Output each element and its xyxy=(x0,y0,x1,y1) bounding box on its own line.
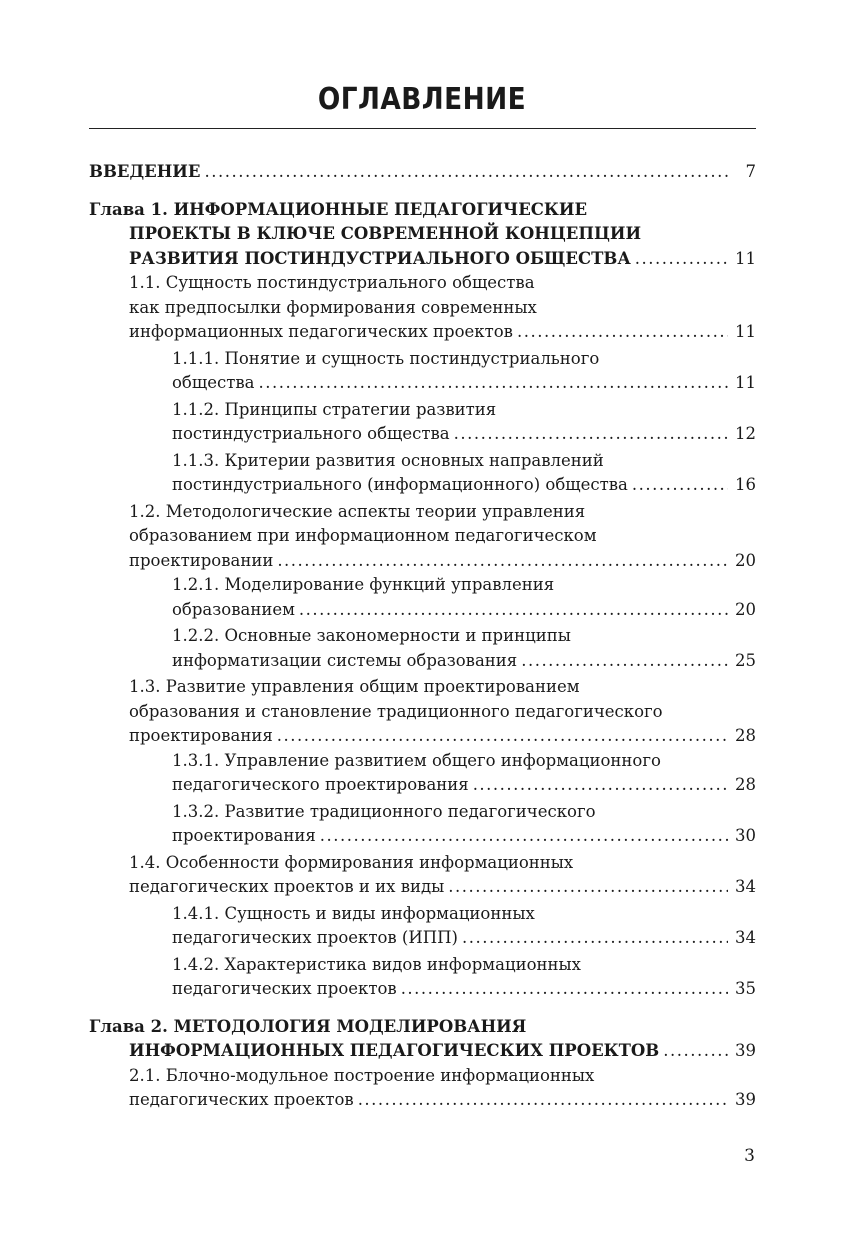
toc-entry-text: 1.1. Сущность постиндустриального общества xyxy=(129,273,535,292)
toc-entry-text: педагогических проектов и их виды xyxy=(129,877,445,896)
toc-entry-text: 1.1.1. Понятие и сущность постиндустриального xyxy=(172,348,600,368)
toc-entry-text: ВВЕДЕНИЕ xyxy=(89,162,201,181)
toc-entry-1-3-1[interactable] xyxy=(89,749,756,798)
toc-entry-text: 1.2. Методологические аспекты теории управления xyxy=(129,501,586,521)
toc-page-number: 7 xyxy=(745,162,756,181)
toc-entry-1-3-2[interactable] xyxy=(89,800,756,849)
toc-entry-text: проектирования xyxy=(129,726,273,745)
toc-page-number: 25 xyxy=(735,650,756,670)
toc-entry-2-1[interactable] xyxy=(89,1064,756,1113)
toc-entry-text: проектирования xyxy=(172,826,316,845)
toc-entry-text: постиндустриального (информационного) общества xyxy=(172,475,628,494)
toc-page-number: 28 xyxy=(735,775,756,794)
toc-entry-1-2-1[interactable] xyxy=(89,573,756,622)
page-title: ОГЛАВЛЕНИЕ xyxy=(317,82,527,117)
toc-page-number: 11 xyxy=(735,373,756,392)
toc-leader-dots xyxy=(517,320,728,345)
toc-entry-text: образованием xyxy=(172,599,295,619)
toc-entry-1-4[interactable] xyxy=(89,851,756,900)
toc-leader-dots xyxy=(320,824,728,849)
toc-entry-1-2-2[interactable] xyxy=(89,624,756,673)
toc-entry-text: ИНФОРМАЦИОННЫХ ПЕДАГОГИЧЕСКИХ ПРОЕКТОВ xyxy=(129,1041,660,1060)
toc-entry-text: Глава 1. ИНФОРМАЦИОННЫЕ ПЕДАГОГИЧЕСКИЕ xyxy=(89,199,588,219)
toc-leader-dots xyxy=(277,724,728,749)
toc-entry-1-1-3[interactable] xyxy=(89,449,756,498)
toc-entry-text: педагогического проектирования xyxy=(172,775,469,794)
toc-entry-text: образования и становление традиционного педагогического xyxy=(129,701,663,721)
toc-leader-dots xyxy=(358,1088,728,1113)
toc-page-number: 34 xyxy=(735,877,756,896)
toc-entry-intro[interactable] xyxy=(89,160,756,185)
toc-entry-text: 1.2.1. Моделирование функций управления xyxy=(172,575,555,594)
toc-entry-1-1[interactable] xyxy=(89,271,756,345)
toc-entry-text: 1.1.2. Принципы стратегии развития xyxy=(172,399,497,419)
toc-entry-text: ПРОЕКТЫ В КЛЮЧЕ СОВРЕМЕННОЙ КОНЦЕПЦИИ xyxy=(129,224,642,243)
toc-leader-dots xyxy=(204,160,728,185)
toc-entry-text: как предпосылки формирования современных xyxy=(129,297,537,317)
toc-page-number: 28 xyxy=(735,726,756,745)
toc-entry-text: 1.4.2. Характеристика видов информационных xyxy=(172,954,581,974)
toc-entry-1-1-2[interactable] xyxy=(89,398,756,447)
toc-entry-text: проектировании xyxy=(129,550,274,570)
toc-leader-dots xyxy=(401,977,728,1002)
toc-page-number: 20 xyxy=(735,599,756,619)
toc-page-number: 35 xyxy=(735,979,756,998)
toc-entry-1-4-1[interactable] xyxy=(89,902,756,951)
toc-entry-1-3[interactable] xyxy=(89,675,756,749)
toc-entry-text: 1.3.2. Развитие традиционного педагогического xyxy=(172,801,596,821)
toc-leader-dots xyxy=(448,875,728,900)
toc-page-number: 39 xyxy=(735,1041,756,1060)
toc-entry-text: информационных педагогических проектов xyxy=(129,322,513,341)
toc-entry-chapter-1[interactable] xyxy=(89,198,756,272)
toc-entry-text: 1.3.1. Управление развитием общего информационного xyxy=(172,750,661,770)
toc-page-number: 16 xyxy=(735,475,756,494)
toc-leader-dots xyxy=(632,473,728,498)
toc-page-number: 11 xyxy=(735,322,756,341)
toc-entry-text: 1.4. Особенности формирования информационных xyxy=(129,852,574,872)
page-number: 3 xyxy=(744,1146,755,1166)
toc-leader-dots xyxy=(277,549,728,574)
toc-page-number: 11 xyxy=(735,248,756,268)
toc-entry-text: 1.1.3. Критерии развития основных направлений xyxy=(172,450,604,470)
toc-entry-chapter-2[interactable] xyxy=(89,1015,756,1064)
toc-entry-text: информатизации системы образования xyxy=(172,650,518,670)
toc-page-number: 20 xyxy=(735,550,756,570)
toc-entry-text: 1.4.1. Сущность и виды информационных xyxy=(172,903,535,923)
toc-page-number: 12 xyxy=(735,424,756,443)
toc-entry-1-1-1[interactable] xyxy=(89,347,756,396)
toc-entry-text: педагогических проектов xyxy=(172,979,397,998)
toc-entry-text: постиндустриального общества xyxy=(172,424,450,443)
toc-entry-text: образованием при информационном педагогическом xyxy=(129,526,597,545)
toc-entry-text: РАЗВИТИЯ ПОСТИНДУСТРИАЛЬНОГО ОБЩЕСТВА xyxy=(129,248,631,268)
table-of-contents xyxy=(89,160,756,1113)
toc-entry-text: Глава 2. МЕТОДОЛОГИЯ МОДЕЛИРОВАНИЯ xyxy=(89,1016,527,1036)
toc-entry-text: 1.3. Развитие управления общим проектированием xyxy=(129,677,580,696)
toc-entry-1-2[interactable] xyxy=(89,500,756,574)
toc-page-number: 34 xyxy=(735,928,756,947)
toc-leader-dots xyxy=(454,422,728,447)
toc-entry-text: педагогических проектов (ИПП) xyxy=(172,928,458,947)
toc-leader-dots xyxy=(635,247,728,272)
toc-page-number: 39 xyxy=(735,1090,756,1109)
toc-leader-dots xyxy=(521,649,728,674)
toc-leader-dots xyxy=(663,1039,728,1064)
toc-leader-dots xyxy=(299,598,728,623)
toc-entry-text: педагогических проектов xyxy=(129,1090,354,1109)
toc-entry-1-4-2[interactable] xyxy=(89,953,756,1002)
title-rule xyxy=(89,128,756,129)
toc-entry-text: 2.1. Блочно-модульное построение информационных xyxy=(129,1065,595,1085)
toc-entry-text: 1.2.2. Основные закономерности и принципы xyxy=(172,626,571,645)
toc-leader-dots xyxy=(473,773,728,798)
toc-leader-dots xyxy=(462,926,728,951)
toc-page-number: 30 xyxy=(735,826,756,845)
toc-entry-text: общества xyxy=(172,373,255,392)
toc-leader-dots xyxy=(258,371,728,396)
